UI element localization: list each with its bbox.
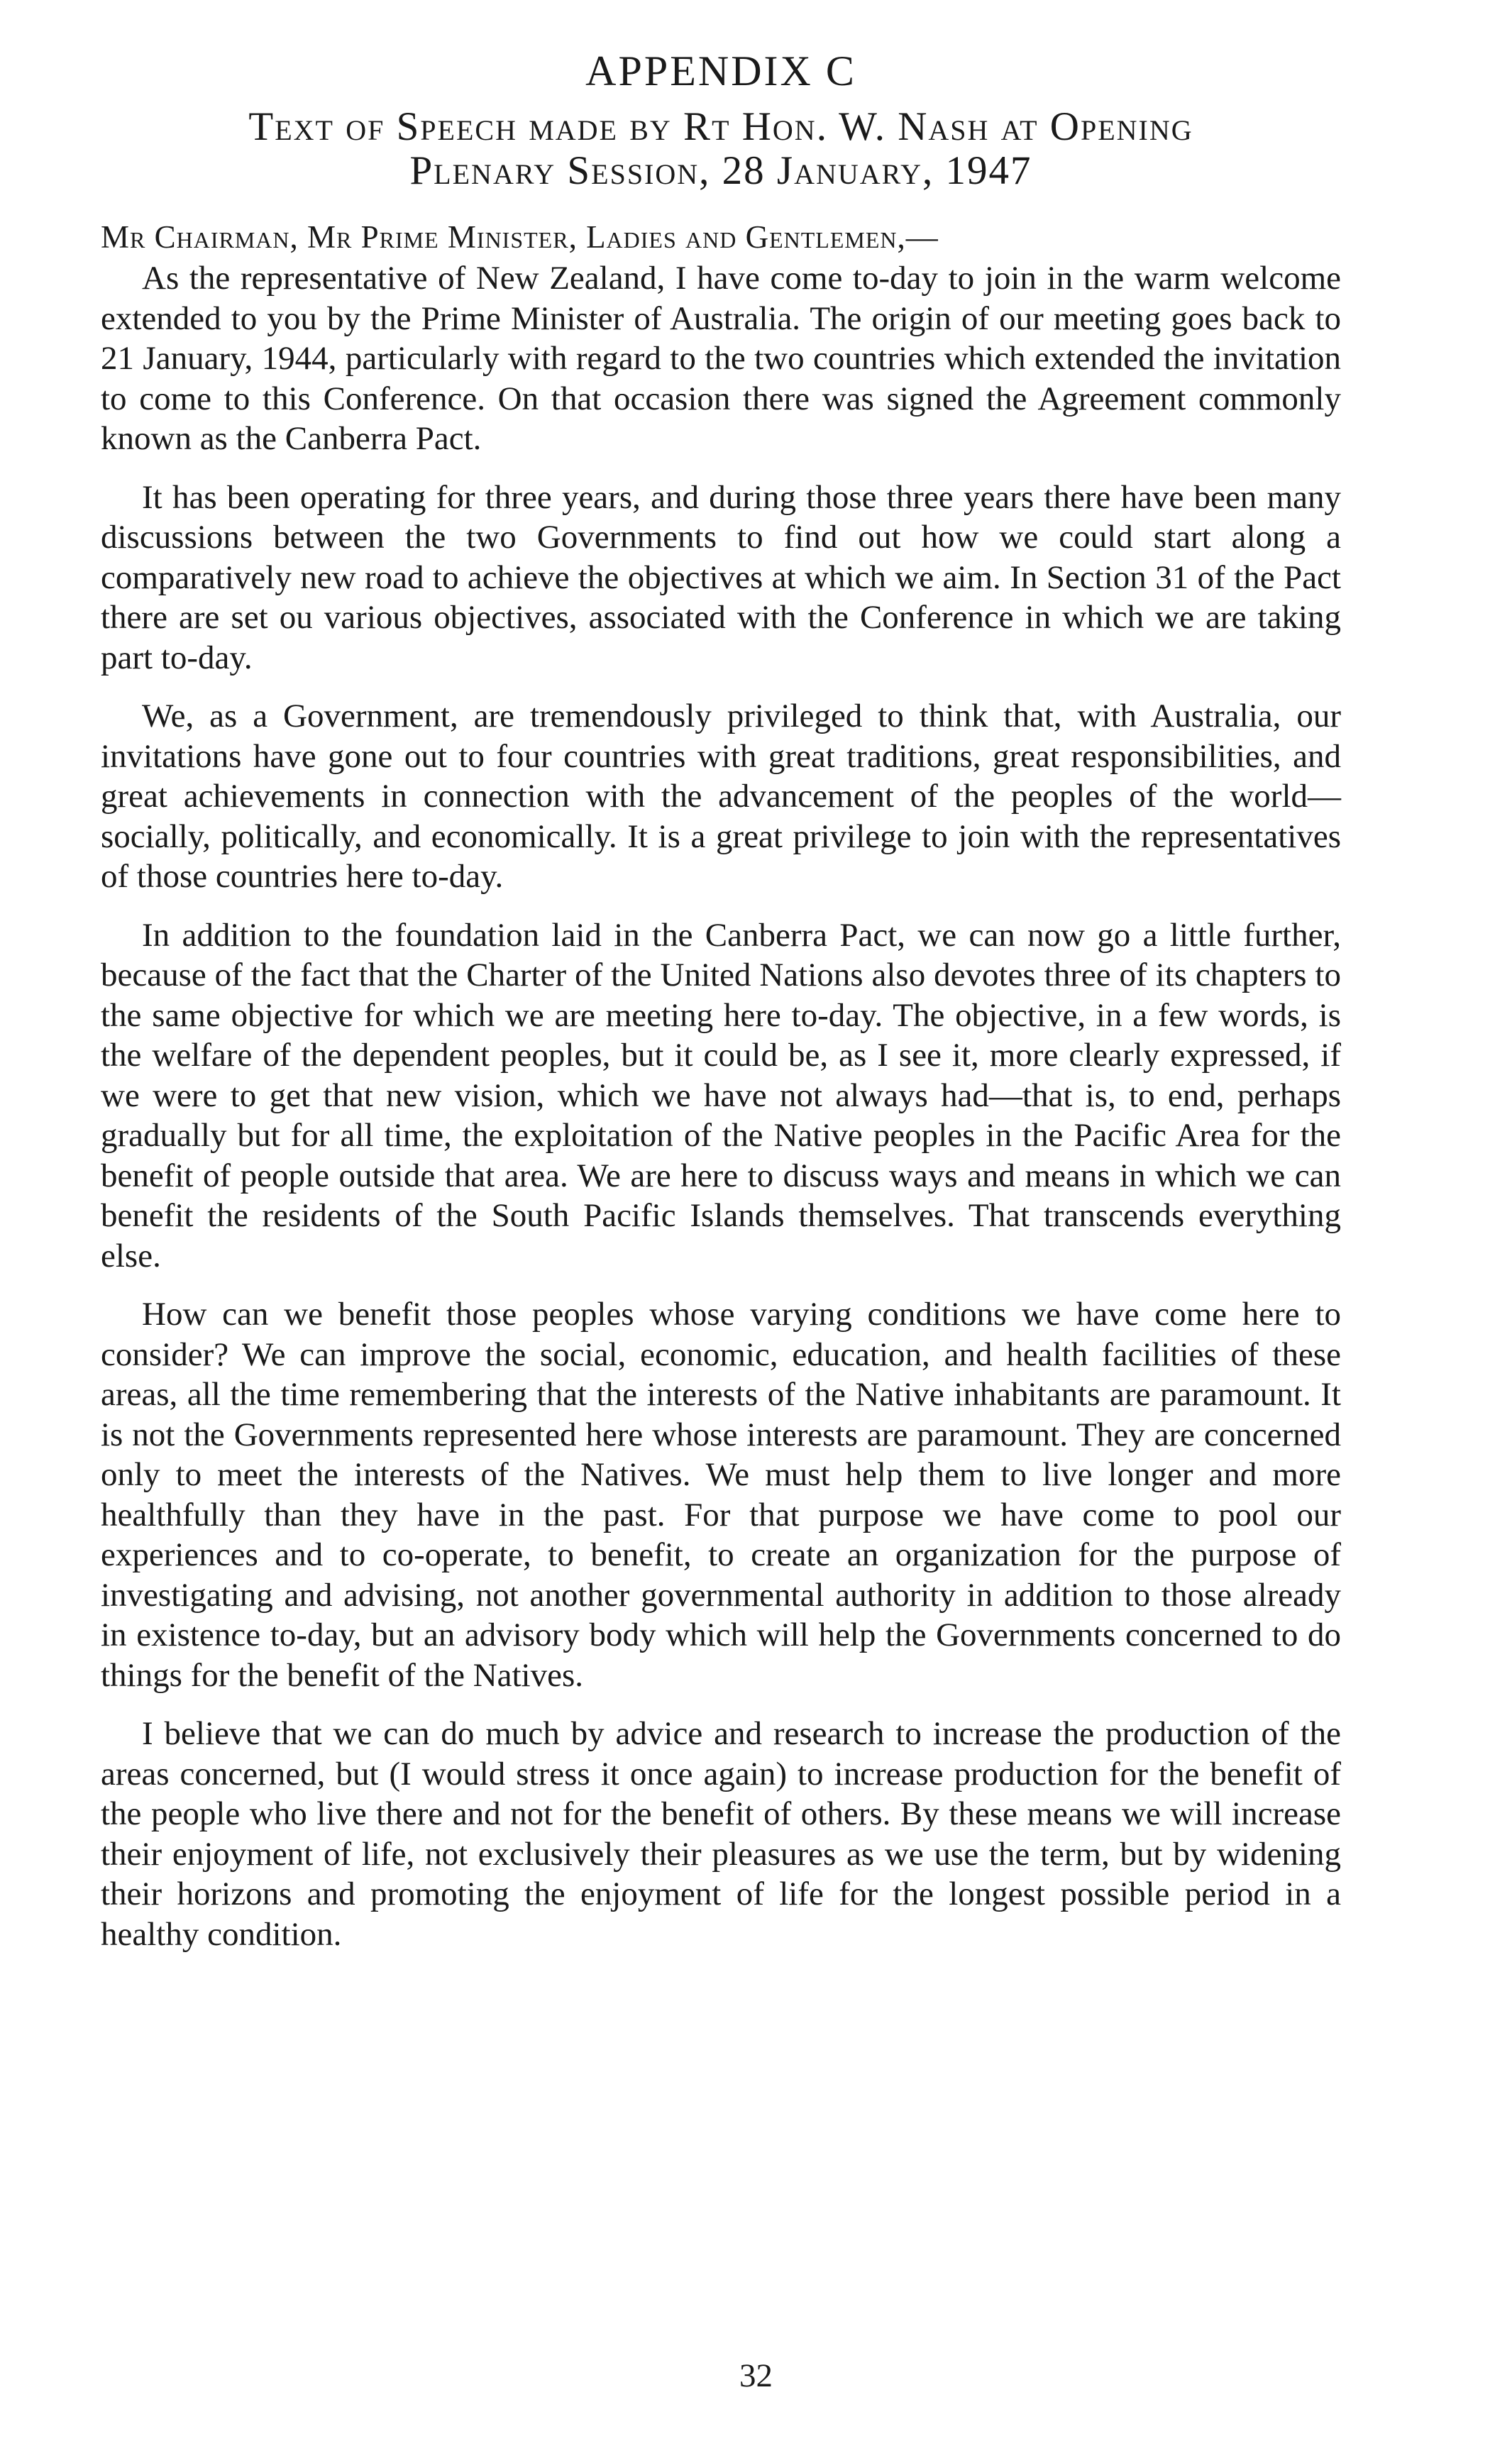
salutation: Mr Chairman, Mr Prime Minister, Ladies and Gentlemen,— — [101, 219, 939, 255]
document-page — [101, 43, 1341, 1954]
page-number: 32 — [739, 2357, 773, 2394]
paragraph-4: In addition to the foundation laid in the Canberra Pact, we can now go a little further, because of the fact that the Charter of the United Nations also devotes three of its chapters to the same objective for which we are meeting here to-day. The objective, in a few words, is the welfare of the dependent peoples, but it could be, as I see it, more clearly expressed, if we were to get that new vision, which we have not always had—that is, to end, perhaps gradually but for all time, the exploitation of the Native peoples in the Pacific Area for the benefit of people outside that area. We are here to discuss ways and means in which we can benefit the residents of the South Pacific Islands themselves. That transcends everything else. — [101, 916, 1341, 1274]
speech-title-line-1: Text of Speech made by Rt Hon. W. Nash at Opening — [248, 104, 1193, 149]
paragraph-1: As the representative of New Zealand, I have come to-day to join in the warm welcome extended to you by the Prime Minister of Australia. The origin of our meeting goes back to 21 January, 1944, particularly with regard to the two countries which extended the invitation to come to this Conference. On that occasion there was signed the Agreement commonly known as the Canberra Pact. — [101, 260, 1341, 457]
paragraph-5: How can we benefit those peoples whose varying conditions we have come here to consider? We can improve the social, economic, education, and health facilities of these areas, all the time remembering that the interests of the Native inhabitants are paramount. It is not the Governments represented here whose interests are paramount. They are concerned only to meet the interests of the Natives. We must help them to live longer and more healthfully than they have in the past. For that purpose we have come to pool our experiences and to co-operate, to benefit, to create an organization for the purpose of investigating and advising, not another governmental authority in addition to those already in existence to-day, but an advisory body which will help the Governments concerned to do things for the benefit of the Natives. — [101, 1296, 1341, 1694]
paragraph-3: We, as a Government, are tremendously privileged to think that, with Australia, our invitations have gone out to four countries with great traditions, great responsibilities, and great achievements in connection with the advancement of the peoples of the world—socially, politically, and economically. It is a great privilege to join with the representatives of those countries here to-day. — [101, 698, 1341, 895]
appendix-heading: APPENDIX C — [585, 48, 856, 94]
paragraph-2: It has been operating for three years, and during those three years there have been many discussions between the two Governments to find out how we could start along a comparatively new road to achieve the objectives at which we aim. In Section 31 of the Pact there are set ou various objectives, associated with the Conference in which we are taking part to-day. — [101, 478, 1341, 676]
speech-title-line-2: Plenary Session, 28 January, 1947 — [409, 148, 1032, 193]
speech-title — [101, 105, 1341, 193]
paragraph-6: I believe that we can do much by advice and research to increase the production of the areas concerned, but (I would stress it once again) to increase production for the benefit of the people who live there and not for the benefit of others. By these means we will increase their enjoyment of life, not exclusively their pleasures as we use the term, but by widening their horizons and promoting the enjoyment of life for the longest possible period in a healthy condition. — [101, 1715, 1341, 1953]
